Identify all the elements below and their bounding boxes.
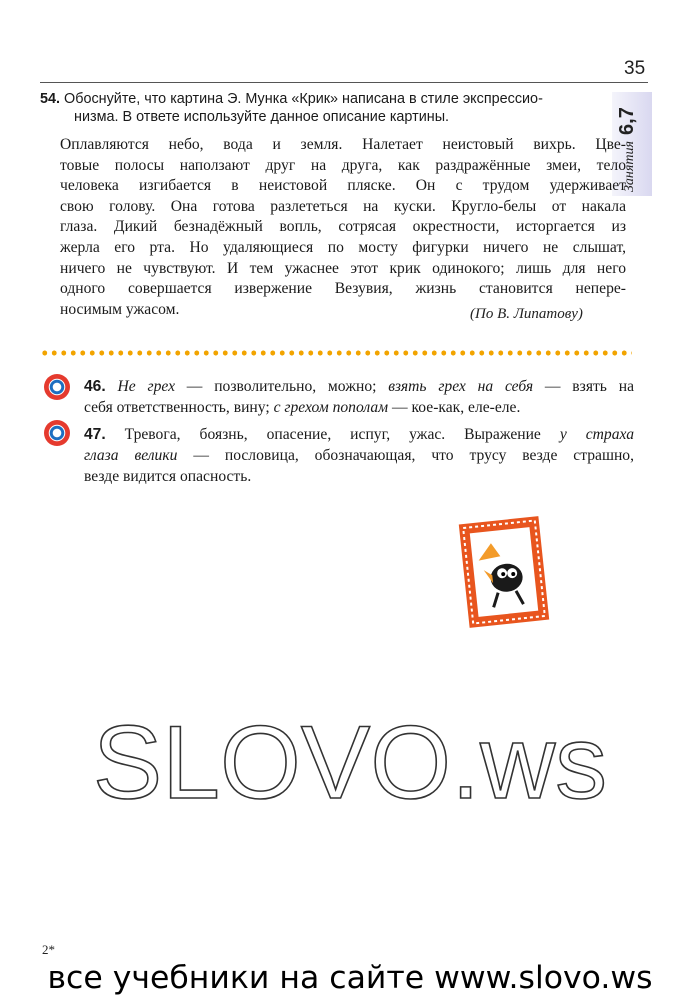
lesson-tab-word: Занятия xyxy=(622,140,637,192)
answer-46-line1 xyxy=(44,376,634,397)
dotted-divider xyxy=(40,349,632,357)
paragraph-line: Оплавляются небо, вода и земля. Налетает неистовый вихрь. Цве- xyxy=(60,136,626,153)
task-54-line1 xyxy=(40,90,610,108)
answer-marker-icon xyxy=(44,374,70,400)
answer-marker-icon xyxy=(44,420,70,446)
slovo-watermark xyxy=(70,712,630,812)
task-54-line2: низма. В ответе используйте данное описание картины. xyxy=(74,109,450,125)
task-54 xyxy=(40,90,610,126)
paragraph-line: жерла его рта. Но удаляющиеся по мосту фигурки ничего не слышат, xyxy=(60,238,626,256)
answer-46 xyxy=(44,376,634,418)
answer-47-text: Тревога, боязнь, опасение, испуг, ужас. Выражение xyxy=(124,426,560,443)
header-rule xyxy=(40,82,648,83)
paragraph-line: товые полосы наползают друг на друга, как раздражённые змеи, тело xyxy=(60,156,626,174)
site-footer: все учебники на сайте www.slovo.ws xyxy=(47,960,653,996)
answer-46-text: себя ответственность, вину; xyxy=(84,399,274,416)
lesson-tab-numbers: 6,7 xyxy=(616,107,638,135)
answer-47-line1 xyxy=(44,424,634,445)
phrase-s-grehom: с грехом пополам xyxy=(273,399,389,416)
answer-47-number: 47. xyxy=(84,426,106,443)
phrase-glaza-veliki: глаза велики xyxy=(84,447,178,464)
watermark-text: SLOVO.ws xyxy=(92,712,608,812)
munch-description xyxy=(60,135,626,320)
answer-46-line2 xyxy=(44,397,634,418)
paragraph-line: глаза. Дикий безнадёжный вопль, сотрясая окрестности, исторгается из xyxy=(60,218,626,236)
task-54-number: 54. xyxy=(40,91,61,107)
answer-46-text: — взять на xyxy=(533,378,634,395)
task-54-text1: Обоснуйте, что картина Э. Мунка «Крик» написана в стиле экспрессио- xyxy=(64,91,543,107)
phrase-ne-greh: Не грех xyxy=(117,378,175,395)
paragraph-line: свою голову. Она готова разлететься на куски. Кругло-белы от накала xyxy=(60,197,626,215)
signature-mark: 2* xyxy=(42,942,55,957)
paragraph-line: человека изгибается в неистовой пляске. Он с трудом удерживает xyxy=(60,177,626,195)
answer-46-number: 46. xyxy=(84,378,106,395)
bird-picture-frame-icon xyxy=(456,512,552,632)
paragraph-line: носимым ужасом. xyxy=(60,300,180,318)
page-number: 35 xyxy=(624,58,646,79)
paragraph-line: ничего не чувствуют. И тем ужаснее этот крик одинокого; лишь для него xyxy=(60,259,626,277)
phrase-u-straha: у страха xyxy=(559,426,634,443)
answer-47 xyxy=(44,424,634,487)
answer-47-line2 xyxy=(44,445,634,466)
paragraph-line: одного совершается извержение Везувия, жизнь становится непере- xyxy=(60,280,626,298)
answer-46-text: — кое-как, еле-еле. xyxy=(388,399,521,416)
phrase-vzyat-greh: взять грех на себя xyxy=(388,378,534,395)
answer-47-line3: везде видится опасность. xyxy=(84,468,252,485)
quote-source: (По В. Липатову) xyxy=(470,306,583,322)
answer-47-text: — пословица, обозначающая, что трусу везде страшно, xyxy=(177,447,634,464)
answer-46-text: — позволительно, можно; xyxy=(175,378,389,395)
